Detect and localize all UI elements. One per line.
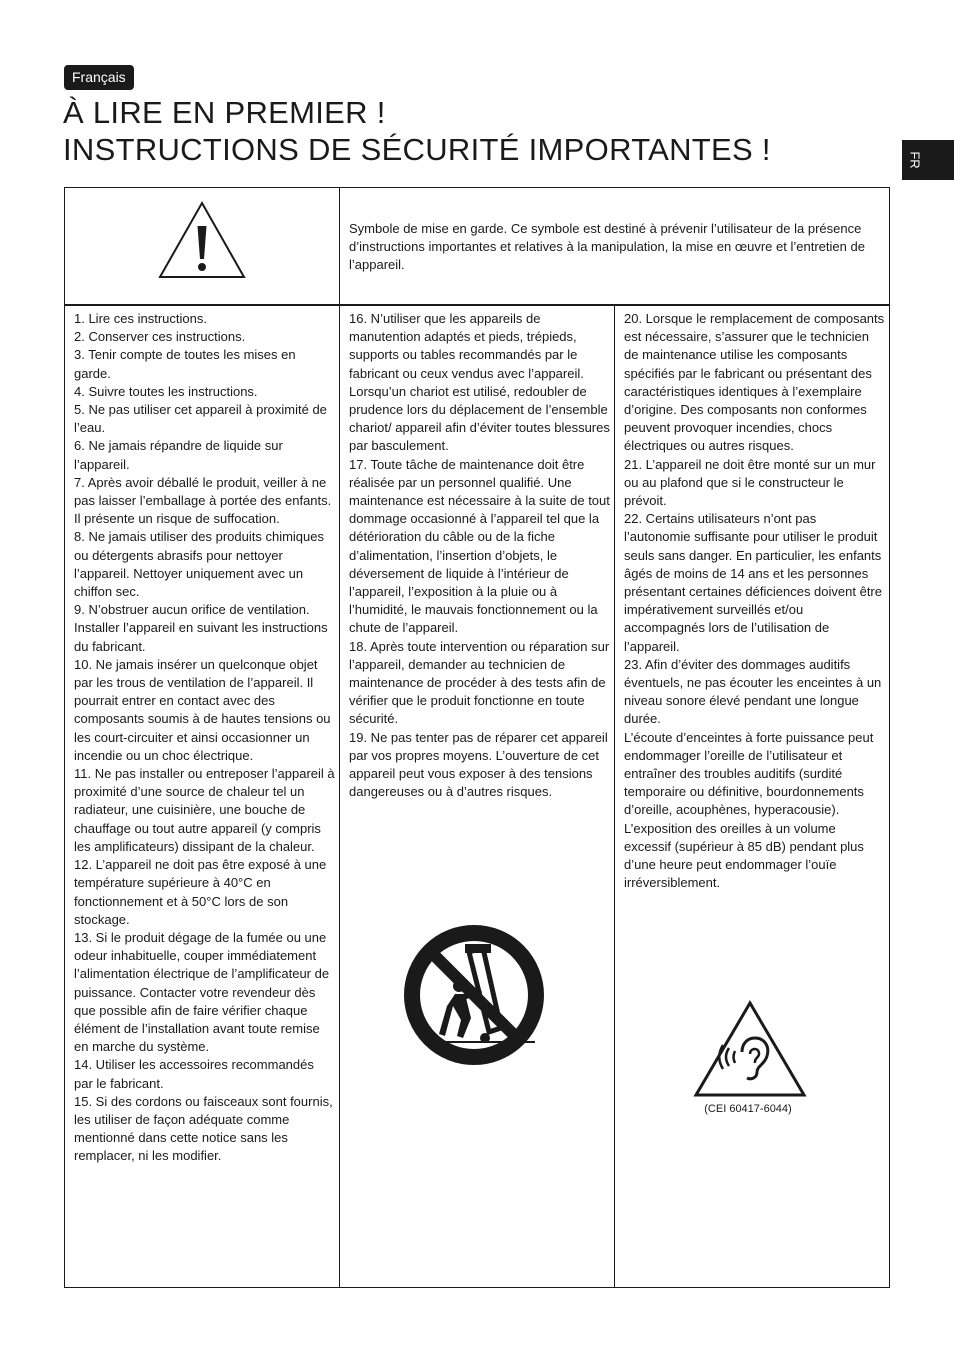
instruction-item: 13. Si le produit dégage de la fumée ou une odeur inhabituelle, couper immédiatement l’alimentation électrique de l’amplificateur de puissance. Contacter votre revendeur dès que possible afin de faire vérifier chaque élément de l’installation avant toute remise en marche du système. — [74, 929, 330, 1055]
instruction-item: 5. Ne pas utiliser cet appareil à proximité de l’eau. — [74, 402, 327, 436]
instruction-item: 22. Certains utilisateurs n’ont pas l’autonomie suffisante pour utiliser le produit seuls sans danger. En particulier, les enfants âgés de moins de 14 ans et les personnes présentant certaines déficiences doivent être impérativement surveillés et/ou accompagnés lors de l’utilisation de l’appareil. — [624, 511, 882, 654]
instruction-item: 8. Ne jamais utiliser des produits chimiques ou détergents abrasifs pour nettoyer l’appareil. Nettoyer uniquement avec un chiffon sec. — [74, 529, 324, 600]
instructions-column-3 — [624, 310, 886, 893]
no-cart-tipping-icon — [401, 922, 547, 1068]
instruction-item: 11. Ne pas installer ou entreposer l’appareil à proximité d’une source de chaleur tel un radiateur, une cuisinière, une bouche de chauffage ou tout autre appareil (y compris les amplificateurs) dissipant de la chaleur. — [74, 766, 335, 854]
instruction-item: 18. Après toute intervention ou réparation sur l’appareil, demander au technicien de maintenance de procéder à des tests afin de vérifier que le produit fonctionne en toute sécurité. — [349, 638, 610, 727]
instruction-item: 12. L’appareil ne doit pas être exposé à une température supérieure à 40°C en fonctionnement et à 50°C lors de son stockage. — [74, 857, 327, 927]
column-divider-1 — [339, 188, 340, 1287]
row-divider — [65, 304, 889, 306]
language-side-tab — [902, 140, 954, 180]
instruction-item: 17. Toute tâche de maintenance doit être réalisée par un personnel qualifié. Une maintenance est nécessaire à la suite de tout dommage occasionné à l’appareil tel que la détérioration du câble ou de la fiche d’alimentation, l’insertion d’objets, le déversement de liquide à l’intérieur de l’appareil, l’exposition à la pluie ou à l’humidité, le mauvais fonctionnement ou la chute de l’appareil. — [349, 456, 610, 636]
title-line-2: INSTRUCTIONS DE SÉCURITÉ IMPORTANTES ! — [63, 132, 771, 167]
instruction-item: 4. Suivre toutes les instructions. — [74, 383, 258, 399]
instruction-item: 14. Utiliser les accessoires recommandés par le fabricant. — [74, 1057, 314, 1091]
instructions-column-1 — [74, 310, 336, 1166]
instruction-item: 15. Si des cordons ou faisceaux sont fournis, les utiliser de façon adéquate comme mentionné dans cette notice sans les remplacer, ni les modifier. — [74, 1093, 333, 1164]
instruction-item: 3. Tenir compte de toutes les mises en garde. — [74, 347, 296, 381]
instruction-item: 16. N’utiliser que les appareils de manutention adaptés et pieds, trépieds, supports ou tables recommandés par le fabricant ou ceux vendus avec l’appareil. — [349, 311, 584, 381]
instructions-column-2 — [349, 310, 611, 801]
instruction-item: L’exposition des oreilles à un volume excessif (supérieur à 85 dB) pendant plus d’une heure peut endommager l’ouïe irréversiblement. — [624, 820, 864, 891]
instruction-item: 6. Ne jamais répandre de liquide sur l’appareil. — [74, 438, 283, 472]
instruction-item: 19. Ne pas tenter pas de réparer cet appareil par vos propres moyens. L’ouverture de cet appareil peut vous exposer à des tensions dangereuses ou à d’autres risques. — [349, 729, 608, 800]
ear-icon-caption: (CEI 60417-6044) — [704, 1103, 792, 1115]
instruction-item: Lorsqu’un chariot est utilisé, redoubler de prudence lors du déplacement de l’ensemble chariot/ appareil afin d’éviter toutes blessures par basculement. — [349, 383, 610, 454]
page-title — [63, 94, 883, 168]
instruction-item: L’écoute d’enceintes à forte puissance peut endommager l’oreille de l’utilisateur et entraîner des troubles auditifs (surdité temporaire ou définitive, bourdonnements d’oreille, acouphènes, hyperacousie). — [624, 729, 874, 818]
title-line-1: À LIRE EN PREMIER ! — [63, 95, 386, 130]
warning-triangle-icon — [157, 200, 247, 280]
instruction-item: 23. Afin d’éviter des dommages auditifs éventuels, ne pas écouter les enceintes à un niveau sonore élevé pendant une longue durée. — [624, 656, 882, 727]
ear-hearing-warning-icon — [693, 1000, 807, 1098]
instruction-item: 2. Conserver ces instructions. — [74, 329, 246, 345]
instruction-item: 1. Lire ces instructions. — [74, 311, 207, 326]
instruction-item: 20. Lorsque le remplacement de composants est nécessaire, s’assurer que le technicien de maintenance utilise les composants spécifiés par le fabricant ou présentant des caractéristiques identiques à l’exemplaire d’origine. Des composants non conformes peuvent provoquer incendies, chocs électriques ou autres risques. — [624, 311, 885, 454]
instruction-item: 21. L’appareil ne doit être monté sur un mur ou au plafond que si le constructeur le prévoit. — [624, 456, 876, 509]
instruction-item: 9. N’obstruer aucun orifice de ventilation. Installer l’appareil en suivant les instructions du fabricant. — [74, 602, 328, 654]
warning-symbol-description: Symbole de mise en garde. Ce symbole est destiné à prévenir l’utilisateur de la présence d’instructions importantes et relatives à la manipulation, la mise en œuvre et l’entretien de l’appareil. — [349, 221, 865, 272]
column-divider-2 — [614, 304, 615, 1287]
safety-table — [64, 187, 890, 1288]
instruction-item: 10. Ne jamais insérer un quelconque objet par les trous de ventilation de l’appareil. Il pourrait entrer en contact avec des composants soumis à de hautes tensions ou les court-circuiter et ainsi occasionner un incendie ou un choc électrique. — [74, 656, 331, 763]
language-badge: Français — [64, 65, 134, 90]
side-tab-label: FR — [907, 151, 923, 169]
instruction-item: 7. Après avoir déballé le produit, veiller à ne pas laisser l’emballage à portée des enfants. Il présente un risque de suffocation. — [74, 474, 332, 527]
